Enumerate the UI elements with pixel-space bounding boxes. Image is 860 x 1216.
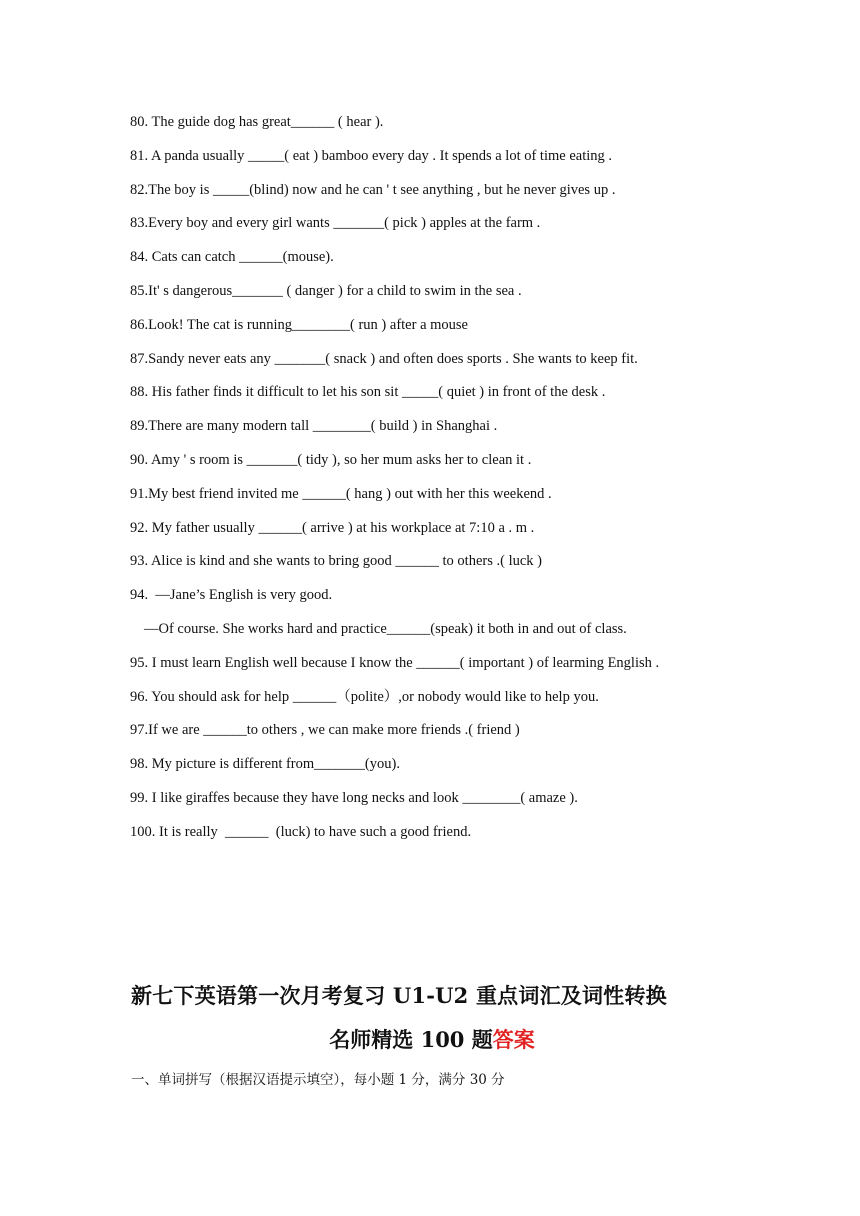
question-94-reply: —Of course. She works hard and practice______(speak) it both in and out of class. (144, 620, 627, 637)
question-80: 80. The guide dog has great______ ( hear ). (130, 114, 384, 130)
question-94: 94. —Jane’s English is very good. (130, 587, 333, 604)
section-heading: 一、单词拼写（根据汉语提示填空），每小题 1 分，满分 30 分 (131, 1072, 505, 1088)
question-86: 86.Look! The cat is running________( run ) after a mouse (130, 316, 468, 333)
answer-title-line2 (0, 1024, 860, 1056)
question-92: 92. My father usually ______( arrive ) at his workplace at 7:10 a . m . (130, 519, 535, 536)
question-90: 90. Amy ' s room is _______( tidy ), so her mum asks her to clean it . (130, 451, 532, 468)
question-96: 96. You should ask for help ______（polite）,or nobody would like to help you. (130, 688, 599, 705)
question-98: 98. My picture is different from_______(you). (130, 756, 400, 773)
question-93: 93. Alice is kind and she wants to bring good ______ to others .( luck ) (130, 553, 542, 570)
question-88: 88. His father finds it difficult to let his son sit _____( quiet ) in front of the desk . (130, 384, 606, 401)
question-91: 91.My best friend invited me ______( hang ) out with her this weekend . (130, 485, 552, 502)
question-100: 100. It is really ______ (luck) to have such a good friend. (130, 823, 472, 840)
question-list (130, 112, 770, 856)
answer-title-highlight: 答案 (492, 1027, 535, 1052)
question-89: 89.There are many modern tall ________( build ) in Shanghai . (130, 418, 498, 435)
question-87: 87.Sandy never eats any _______( snack ) and often does sports . She wants to keep fit. (130, 350, 638, 367)
question-97: 97.If we are ______to others , we can make more friends .( friend ) (130, 722, 520, 739)
question-84: 84. Cats can catch ______(mouse). (130, 249, 334, 266)
question-83: 83.Every boy and every girl wants _______( pick ) apples at the farm . (130, 215, 541, 232)
question-85: 85.It' s dangerous_______ ( danger ) for a child to swim in the sea . (130, 282, 522, 299)
question-82: 82.The boy is _____(blind) now and he can ' t see anything , but he never gives up . (130, 181, 616, 198)
question-95: 95. I must learn English well because I know the ______( important ) of learming English . (130, 654, 660, 671)
question-81: 81. A panda usually _____( eat ) bamboo every day . It spends a lot of time eating . (130, 147, 613, 164)
answer-title-main: 名师精选 100 题 (329, 1027, 493, 1052)
answer-title-line1: 新七下英语第一次月考复习 U1-U2 重点词汇及词性转换 (131, 983, 667, 1008)
question-99: 99. I like giraffes because they have long necks and look ________( amaze ). (130, 789, 578, 806)
